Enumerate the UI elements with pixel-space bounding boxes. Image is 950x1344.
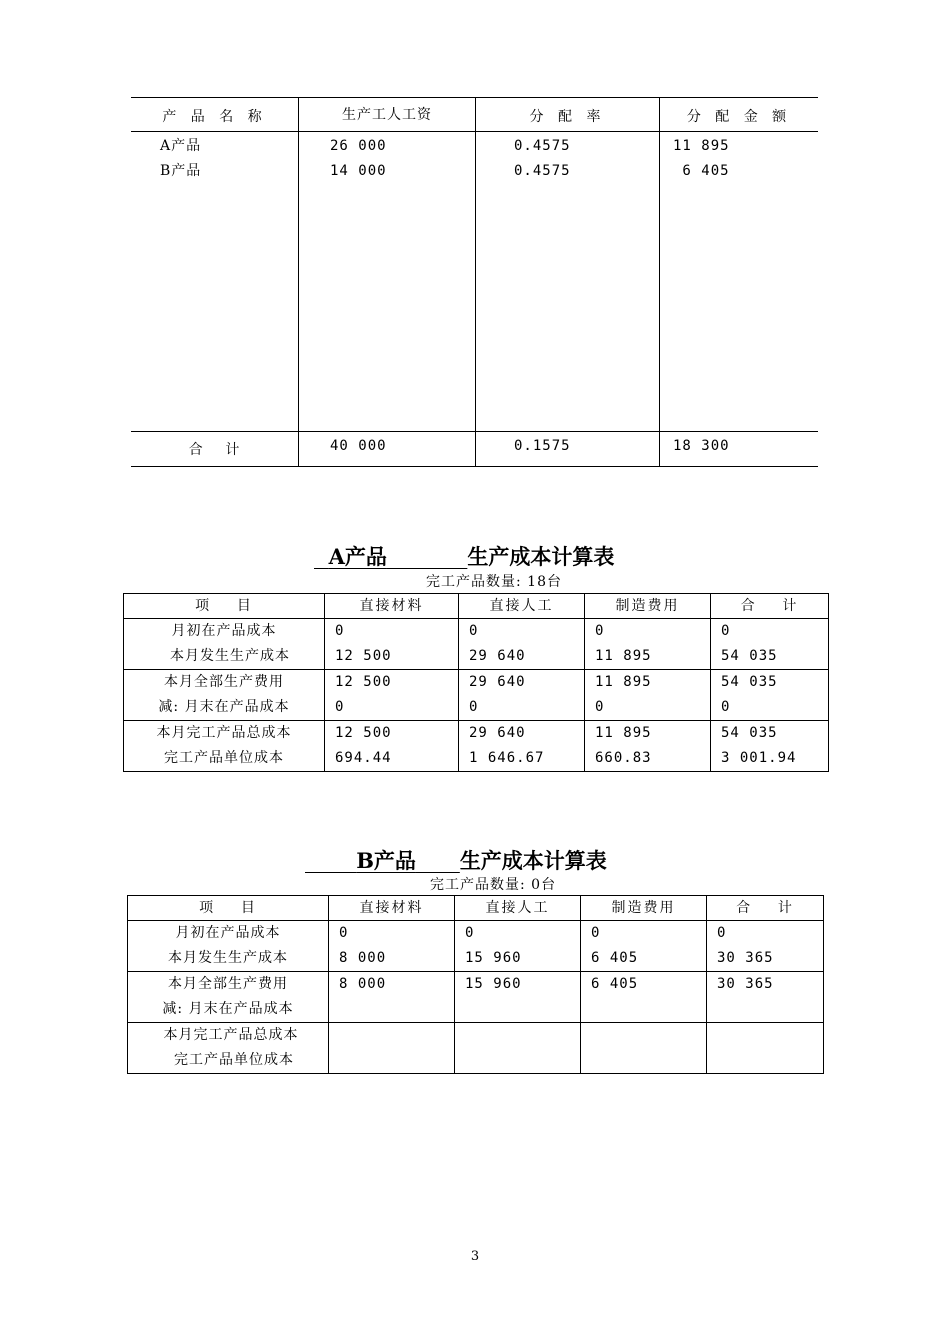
table-row: [128, 896, 824, 921]
total-cell: 0 30 365: [707, 921, 824, 972]
overhead-cell: 0 6 405: [581, 921, 707, 972]
total-cell: [707, 1023, 824, 1074]
header-worker-wage: 生产工人工资: [342, 107, 432, 123]
total-amount: 18 300: [673, 438, 730, 454]
overhead-cell: 11 895 0: [585, 670, 711, 721]
page-number: 3: [470, 1249, 480, 1264]
overhead-cell: 11 895 660.83: [585, 721, 711, 772]
header-direct-materials: 直接材料: [325, 594, 459, 619]
item-cell: 月初在产品成本 本月发生生产成本: [124, 619, 325, 670]
table-b: [127, 895, 824, 1074]
item-cell: 本月全部生产费用 减: 月末在产品成本: [128, 972, 329, 1023]
labor-cell: 29 640 0: [459, 670, 585, 721]
table-b-title-text: 生产成本计算表: [459, 848, 607, 873]
header-direct-materials: 直接材料: [329, 896, 455, 921]
table-row: [124, 670, 829, 721]
table-a-title-text: 生产成本计算表: [467, 544, 615, 569]
item-cell: 本月全部生产费用 减: 月末在产品成本: [124, 670, 325, 721]
table-col-rule: [298, 97, 299, 467]
materials-cell: 0 8 000: [329, 921, 455, 972]
row-a-name: A产品: [160, 138, 202, 154]
row-b-amount: 6 405: [673, 163, 730, 179]
header-overhead: 制造费用: [581, 896, 707, 921]
table-row: [128, 921, 824, 972]
labor-cell: 29 640 1 646.67: [459, 721, 585, 772]
header-total: 合 计: [707, 896, 824, 921]
header-item: 项 目: [124, 594, 325, 619]
overhead-cell: 6 405: [581, 972, 707, 1023]
header-direct-labor: 直接人工: [455, 896, 581, 921]
item-cell: 本月完工产品总成本 完工产品单位成本: [128, 1023, 329, 1074]
header-direct-labor: 直接人工: [459, 594, 585, 619]
table-a-title-product: A产品: [328, 544, 387, 569]
header-overhead: 制造费用: [585, 594, 711, 619]
labor-cell: 15 960: [455, 972, 581, 1023]
table-b-subtitle: 完工产品数量: 0台: [430, 877, 557, 893]
header-allocation-amount: 分 配 金 额: [686, 109, 792, 125]
header-product-name: 产 品 名 称: [162, 109, 267, 125]
total-cell: 0 54 035: [711, 619, 829, 670]
table-a-subtitle: 完工产品数量: 18台: [426, 574, 562, 590]
table-b-title: [305, 845, 607, 875]
row-a-amount: 11 895: [673, 138, 730, 154]
item-cell: 本月完工产品总成本 完工产品单位成本: [124, 721, 325, 772]
materials-cell: 0 12 500: [325, 619, 459, 670]
header-allocation-rate: 分 配 率: [529, 109, 606, 125]
materials-cell: 8 000: [329, 972, 455, 1023]
table-b-title-product: B产品: [356, 848, 416, 873]
row-b-rate: 0.4575: [514, 163, 571, 179]
item-cell: 月初在产品成本 本月发生生产成本: [128, 921, 329, 972]
labor-cell: 0 29 640: [459, 619, 585, 670]
total-wage: 40 000: [330, 438, 387, 454]
total-cell: 30 365: [707, 972, 824, 1023]
overhead-cell: [581, 1023, 707, 1074]
total-cell: 54 035 3 001.94: [711, 721, 829, 772]
labor-cell: [455, 1023, 581, 1074]
table-a-title: [314, 541, 614, 571]
materials-cell: 12 500 694.44: [325, 721, 459, 772]
table-col-rule: [475, 97, 476, 467]
row-b-wage: 14 000: [330, 163, 387, 179]
row-a-rate: 0.4575: [514, 138, 571, 154]
table-row: [124, 721, 829, 772]
total-cell: 54 035 0: [711, 670, 829, 721]
total-label: 合 计: [188, 442, 241, 458]
row-a-wage: 26 000: [330, 138, 387, 154]
table-row: [128, 1023, 824, 1074]
materials-cell: [329, 1023, 455, 1074]
table-row: [124, 594, 829, 619]
materials-cell: 12 500 0: [325, 670, 459, 721]
header-total: 合 计: [711, 594, 829, 619]
overhead-cell: 0 11 895: [585, 619, 711, 670]
header-item: 项 目: [128, 896, 329, 921]
table-row: [128, 972, 824, 1023]
total-rate: 0.1575: [514, 438, 571, 454]
row-b-name: B产品: [160, 163, 202, 179]
labor-cell: 0 15 960: [455, 921, 581, 972]
table-a: [123, 593, 829, 772]
table-row: [124, 619, 829, 670]
table-col-rule: [659, 97, 660, 467]
